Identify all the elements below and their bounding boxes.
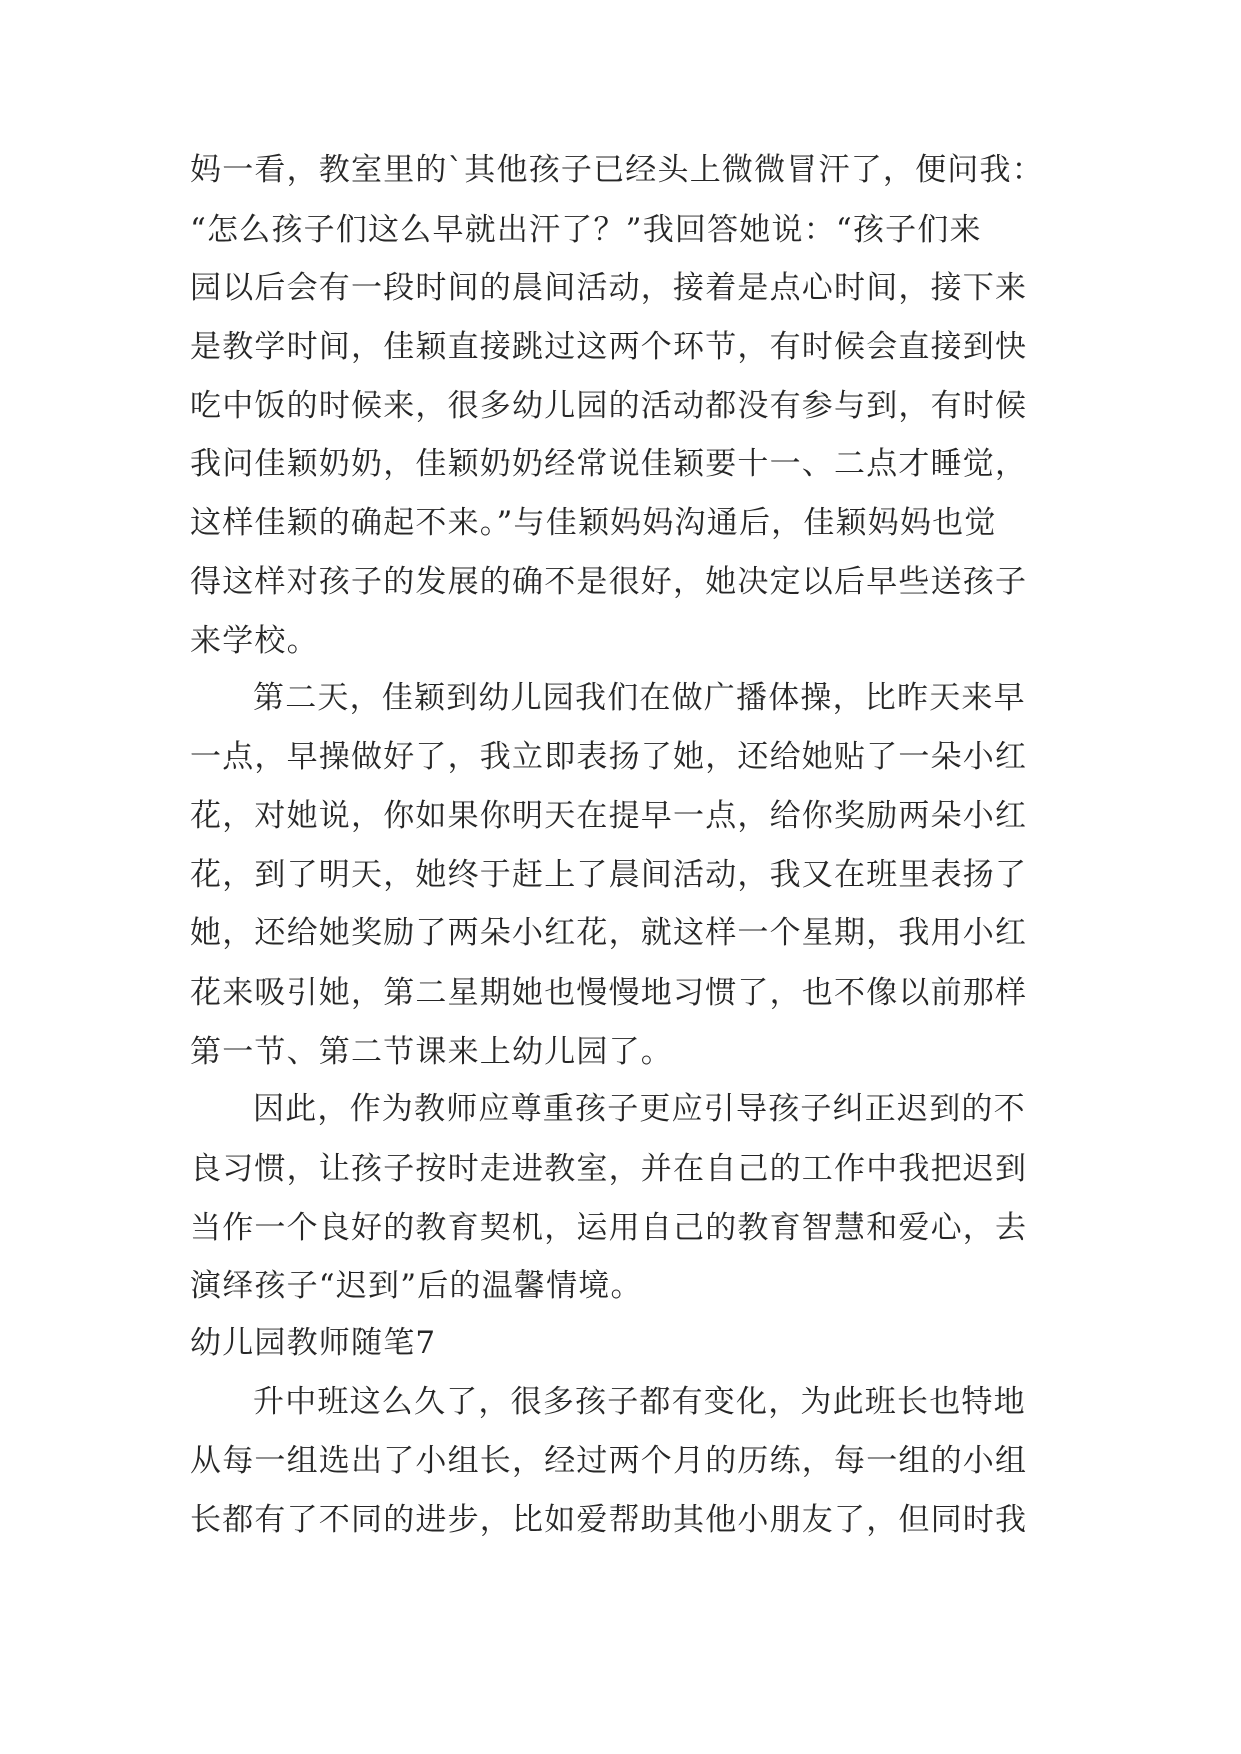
text-line: 这样佳颖的确起不来。”与佳颖妈妈沟通后，佳颖妈妈也觉 xyxy=(190,505,997,541)
text-line: 园以后会有一段时间的晨间活动，接着是点心时间，接下来 xyxy=(190,270,1028,306)
text-line: 花，对她说，你如果你明天在提早一点，给你奖励两朵小红 xyxy=(190,798,1028,834)
text-line: 演绎孩子“迟到”后的温馨情境。 xyxy=(190,1268,643,1304)
paragraph-start: 因此，作为教师应尊重孩子更应引导孩子纠正迟到的不 xyxy=(253,1091,1026,1127)
text-line: 良习惯，让孩子按时走进教室，并在自己的工作中我把迟到 xyxy=(190,1151,1028,1187)
text-line: 我问佳颖奶奶，佳颖奶奶经常说佳颖要十一、二点才睡觉， xyxy=(190,446,1028,482)
text-line: 来学校。 xyxy=(190,623,319,659)
text-line: 第一节、第二节课来上幼儿园了。 xyxy=(190,1034,673,1070)
text-line: 得这样对孩子的发展的确不是很好，她决定以后早些送孩子 xyxy=(190,564,1028,600)
text-line: 她，还给她奖励了两朵小红花，就这样一个星期，我用小红 xyxy=(190,915,1028,951)
text-line: 妈一看，教室里的`其他孩子已经头上微微冒汗了，便问我： xyxy=(190,152,1044,188)
text-line: 长都有了不同的进步，比如爱帮助其他小朋友了，但同时我 xyxy=(190,1502,1028,1538)
paragraph-start: 第二天，佳颖到幼儿园我们在做广播体操，比昨天来早 xyxy=(253,680,1026,716)
text-line: “怎么孩子们这么早就出汗了？”我回答她说：“孩子们来 xyxy=(190,212,982,248)
text-line: 花来吸引她，第二星期她也慢慢地习惯了，也不像以前那样 xyxy=(190,975,1028,1011)
paragraph-start: 升中班这么久了，很多孩子都有变化，为此班长也特地 xyxy=(253,1384,1026,1420)
section-heading: 幼儿园教师随笔7 xyxy=(190,1325,437,1361)
text-line: 吃中饭的时候来，很多幼儿园的活动都没有参与到，有时候 xyxy=(190,388,1028,424)
text-line: 一点，早操做好了，我立即表扬了她，还给她贴了一朵小红 xyxy=(190,739,1028,775)
text-line: 当作一个良好的教育契机，运用自己的教育智慧和爱心，去 xyxy=(190,1210,1028,1246)
text-line: 从每一组选出了小组长，经过两个月的历练，每一组的小组 xyxy=(190,1443,1028,1479)
text-line: 花，到了明天，她终于赶上了晨间活动，我又在班里表扬了 xyxy=(190,857,1028,893)
text-line: 是教学时间，佳颖直接跳过这两个环节，有时候会直接到快 xyxy=(190,329,1028,365)
